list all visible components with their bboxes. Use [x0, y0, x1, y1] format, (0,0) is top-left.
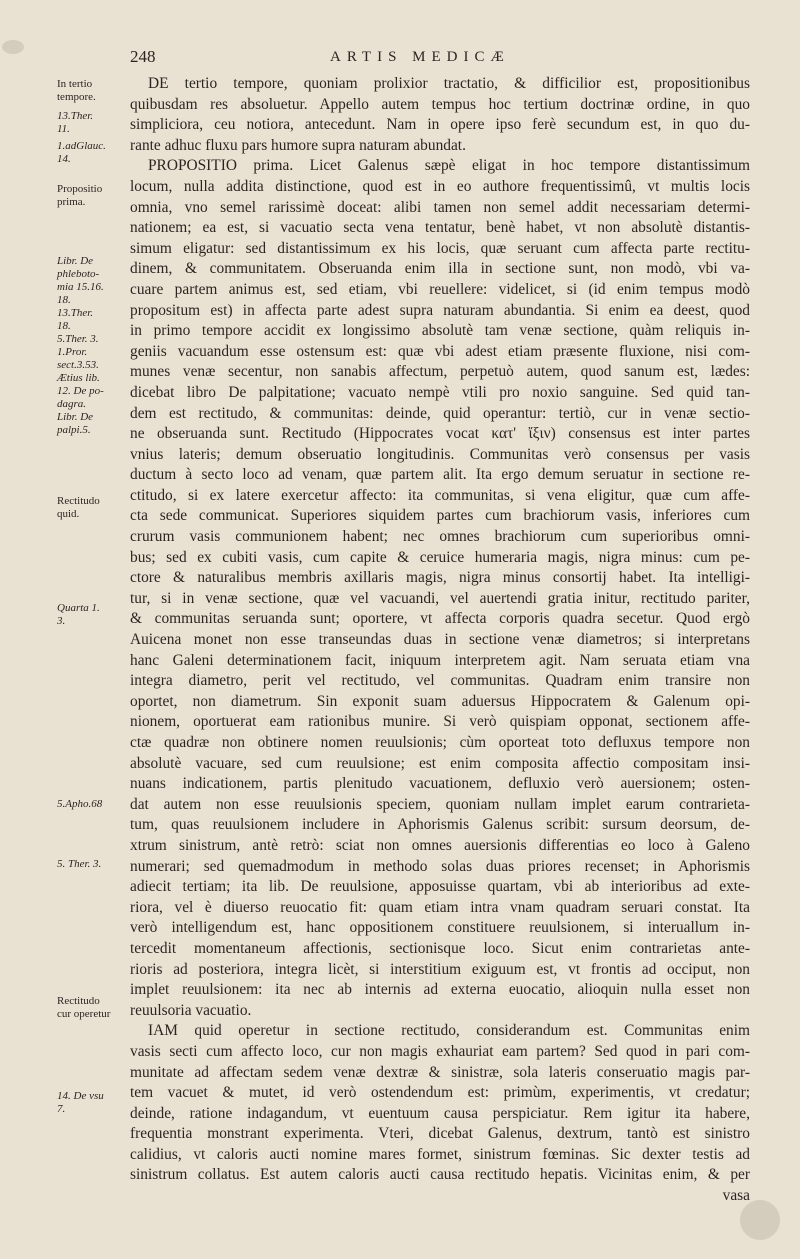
text-line: verò intelligendum est, hanc oppositionem constituere reuulsionem, si interuallum in-	[130, 919, 750, 937]
margin-note-line: 14. De vsu	[57, 1090, 104, 1102]
text-line: DE tertio tempore, quoniam prolixior tractatio, & difficilior est, propositionibus	[148, 75, 750, 92]
text-line: PROPOSITIO prima. Licet Galenus sæpè eligat in hoc tempore distantissimum	[148, 157, 750, 175]
margin-note-line: Ætius lib.	[57, 372, 100, 384]
text-line: oportet, non diametrum. Sin exponit suam aduersus Hippocratem & Galenum opi-	[130, 692, 750, 710]
text-line: frequentia monstrant experimenta. Vteri, dicebat Galenus, dextrum, tantò est sinistro	[130, 1125, 750, 1143]
text-line: deinde, ratione indagandum, vt euentuum causa perspiciatur. Rem igitur ita habere,	[130, 1104, 750, 1122]
text-line: geniis vacuandum esse ostensum est: quæ vbi adest etiam præsente fluxione, nisi com-	[130, 342, 750, 360]
text-line: nuans indicationem, partis plenitudo vacuationem, defluxio verò auersionem; osten-	[130, 775, 750, 793]
margin-note-line: 1.adGlauc.	[57, 140, 106, 152]
text-line: riora, vel è diuerso reuocatio fit: quam etiam intra vnam quadram seruari constat. Ita	[130, 898, 750, 916]
page-header	[130, 47, 750, 73]
ink-stain	[2, 40, 24, 54]
margin-note-line: 12. De po-	[57, 385, 104, 397]
text-line: crurum vasis communionem habent; nec omnes brachiorum cum superioribus omni-	[130, 528, 750, 546]
margin-note-line: sect.3.53.	[57, 359, 99, 371]
margin-note-line: 11.	[57, 123, 70, 135]
body-text	[130, 74, 750, 1207]
margin-note	[57, 798, 127, 811]
running-title: ARTIS MEDICÆ	[330, 49, 510, 65]
margin-note	[57, 183, 127, 209]
text-line: rioris ad posteriora, integra licèt, si interstitium exiguum est, vt frontis ad occiput, non	[130, 960, 750, 978]
text-line: implet reuulsionem: ita nec ab internis ad externa euocatio, alioquin nulla esset non	[130, 981, 750, 999]
text-line: cta sede communicat. Superiores siquidem partes cum brachiorum vasis, inferiores cum	[130, 507, 750, 525]
margin-note-line: mia 15.16.	[57, 281, 104, 293]
margin-note-line: 1.Pror.	[57, 346, 88, 358]
margin-note-line: 13.Ther.	[57, 307, 94, 319]
text-line: xtrum sinistrum, antè retrò: sciat non omnes auersionis differentias eo loco à Galeno	[130, 836, 750, 854]
text-line: cuare partem animus est, sed etiam, vbi reuellere: videlicet, si (id enim tempus modò	[130, 280, 750, 298]
margin-note-line: 5.Ther. 3.	[57, 333, 99, 345]
text-line: ctitudo, si ex latere exercetur affecto: ita communitas, si vena eligitur, quæ cum affe-	[130, 486, 750, 504]
margin-note-line: Libr. De	[57, 255, 94, 267]
text-line: simpliciora, ceu notiora, antecedunt. Nam in opere ipso ferè secundum est, in quo du-	[130, 116, 750, 134]
margin-note	[57, 858, 127, 871]
margin-note	[57, 140, 127, 166]
text-line: tem vacuet & mutet, id verò ostendendum est: primùm, experimentis, vt credatur;	[130, 1084, 750, 1102]
margin-note	[57, 78, 127, 104]
text-line: dinem, & communitatem. Obseruanda enim illa in sectione sunt, non modò, vbi va-	[130, 260, 750, 278]
text-line: nionem, oportuerat eam rationibus munire. Si verò quispiam opponat, sectionem affe-	[130, 713, 750, 731]
text-line: integra diametro, perit vel rectitudo, vel communitas. Quadram enim transire non	[130, 672, 750, 690]
margin-note	[57, 995, 127, 1021]
margin-note-line: quid.	[57, 508, 80, 520]
text-line: & communitas seruanda sunt; oportere, vt affecta corporis quadra secetur. Quod ergò	[130, 610, 750, 628]
text-line: rante adhuc fluxu pars humore supra naturam abundat.	[130, 136, 466, 154]
text-line: reuulsoria vacuatio.	[130, 1001, 252, 1019]
page-number: 248	[130, 47, 156, 66]
text-line: omnia, vno semel rarissimè doceat: alibi tamen non semel addit necessariam determi-	[130, 198, 750, 216]
text-line: vasa	[722, 1187, 750, 1205]
text-line: Auicena monet non esse transeundas duas in sectione venæ diametros; si interpretans	[130, 631, 750, 649]
margin-note	[57, 1090, 127, 1116]
text-line: vasis secti cum affecto loco, cur non magis exhauriat eam partem? Sed quod in pari com-	[130, 1042, 750, 1060]
margin-note-line: phleboto-	[57, 268, 100, 280]
text-line: in primo tempore accidit ex longissimo absolutè tam venæ sectione, quàm reliquis in-	[130, 322, 750, 340]
margin-note	[57, 495, 127, 521]
text-line: ctore & naturalibus membris axillaris magis, nigra minus consortij habet. Ita intelligi-	[130, 569, 750, 587]
text-line: tur, si in venæ sectione, quæ vel vacuandi, vel auertendi gratia initur, rectitudo pariter,	[130, 589, 750, 607]
margin-note-line: cur operetur	[57, 1008, 111, 1020]
text-line: ctæ quadræ non obtinere nomen reuulsionis; cùm oporteat toto defluxus tempore non	[130, 734, 750, 751]
margin-note-line: 18.	[57, 320, 71, 332]
text-line: simum eligatur: sed distantissimum ex his locis, quæ seruant cum affecta parte rectitu-	[130, 239, 750, 257]
text-line: adiecit tertiam; ita lib. De reuulsione, apposuisse quartam, vbi ab interioribus ad exte-	[130, 878, 750, 896]
margin-note-line: Rectitudo	[57, 495, 100, 507]
text-line: vnius lateris; demum obseruatio longitudinis. Communitas verò consensus per vasis	[130, 445, 750, 463]
text-line: sinistrum collatus. Est autem caloris aucti causa rectitudo hepatis. Vicinitas enim, & per	[130, 1166, 750, 1184]
text-line: quibusdam res absoluetur. Appello autem tempus hoc tertium doctrinæ ordine, in quo	[130, 95, 750, 113]
margin-note-line: dagra.	[57, 398, 87, 410]
text-line: dat autem non esse reuulsionis speciem, quoniam nullam implet earum contrarieta-	[130, 795, 750, 813]
margin-note-line: 7.	[57, 1103, 66, 1115]
margin-note	[57, 110, 127, 136]
margin-note-line: palpi.5.	[57, 424, 91, 436]
text-line: hanc Galeni determinationem facit, iniquum interpretem agit. Nam seruata etiam vna	[130, 651, 750, 669]
text-line: tercedit momentaneum affectionis, sectionisque loco. Sicut enim contrarietas ante-	[130, 939, 750, 957]
text-line: numerari; sed quemadmodum in methodo solas duas priores recenset; in Aphorismis	[130, 857, 750, 875]
margin-note-line: 3.	[57, 615, 66, 627]
margin-note-line: tempore.	[57, 91, 96, 103]
margin-note-line: Libr. De	[57, 411, 94, 423]
text-line: dem est rectitudo, & communitas: deinde, quid operantur: tertiò, cur in venæ sectio-	[130, 404, 750, 422]
text-line: absolutè vacuare, sed cum reuulsione; est enim composita affectio compositam insi-	[130, 754, 750, 772]
margin-note-line: 13.Ther.	[57, 110, 94, 122]
text-line: locum, nulla addita distinctione, quod est in eo authore frequentissimû, vt multis locis	[130, 177, 750, 195]
text-line: bus; sed ex cubiti vasis, cum capite & ceruice humeraria magis, nigra minus: cum pe-	[130, 548, 750, 566]
margin-note-line: Propositio	[57, 183, 103, 195]
margin-note-line: 5. Ther. 3.	[57, 858, 102, 870]
margin-note-line: Quarta 1.	[57, 602, 100, 614]
text-line: dicebat libro De palpitatione; vacuato nempè vtili pro noxio sanguine. Sed quid tan-	[130, 383, 750, 401]
text-line: propositum est) in affecta parte adest supra naturam abundantia. Si enim ea deest, quod	[130, 301, 750, 319]
margin-note-line: 14.	[57, 153, 71, 165]
text-line: calidius, vt caloris aucti nomine mares formet, sinistrum fœminas. Sic dexter testis ad	[130, 1145, 750, 1163]
text-line: nationem; ea est, si vacuatio secta vena tentatur, benè habet, vt non absolutè distantis-	[130, 219, 750, 237]
text-line: IAM quid operetur in sectione rectitudo, considerandum est. Communitas enim	[148, 1022, 750, 1040]
margin-note-line: 5.Apho.68	[57, 798, 103, 810]
text-line: ne obseruanda sunt. Rectitudo (Hippocrates vocat κατ' ἴξιν) consensus est inter partes	[130, 425, 750, 443]
text-line: munitate ad affectam sedem venæ dextræ & sinistræ, sola lateris conseruatio magis par-	[130, 1063, 750, 1081]
text-line: tum, quas reuulsionem includere in Aphorismis Galenus scribit: sursum deorsum, de-	[130, 816, 750, 834]
margin-note-line: prima.	[57, 196, 86, 208]
margin-note-line: 18.	[57, 294, 71, 306]
text-line: ductum à secto loco ad venam, quæ partem alit. Ita ergo demum seruatur in sectione re-	[130, 466, 750, 484]
margin-note-line: In tertio	[57, 78, 93, 90]
margin-note-line: Rectitudo	[57, 995, 100, 1007]
margin-note	[57, 255, 127, 437]
margin-note	[57, 602, 127, 628]
text-line: munes venæ secentur, non sanabis affectum, perpetuò autem, quod sanum est, lædes:	[130, 363, 750, 381]
